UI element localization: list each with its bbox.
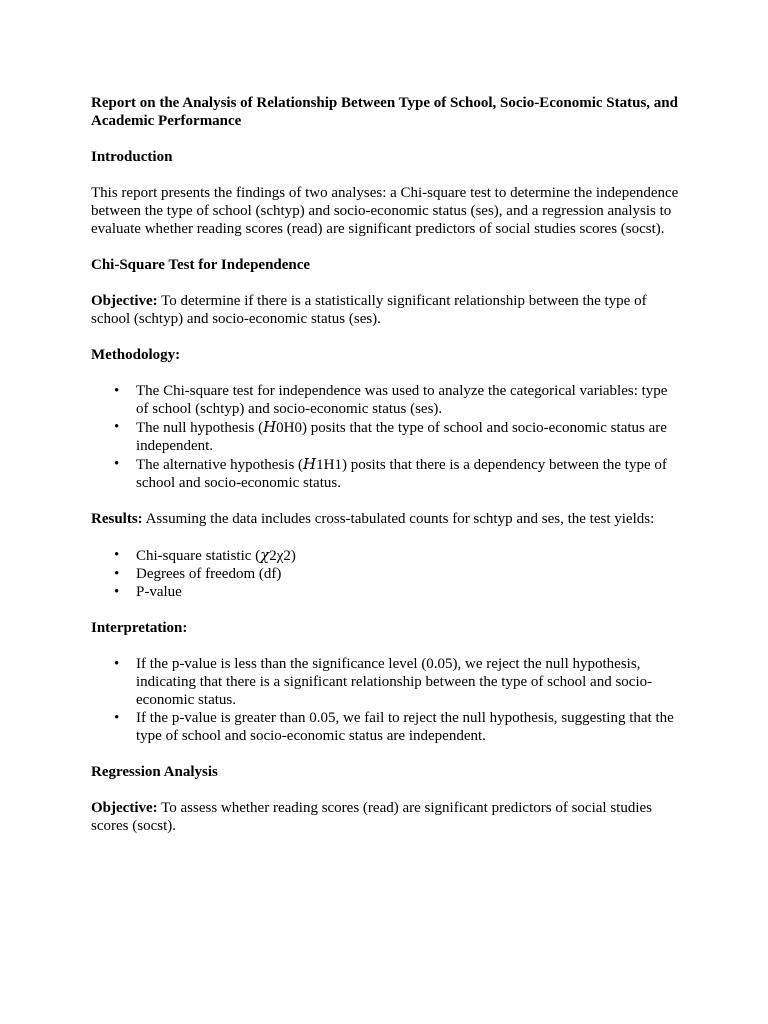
objective-label: Objective: (91, 293, 158, 309)
report-title: Report on the Analysis of Relationship Between Type of School, Socio-Economic Status, and Academic Performance (91, 95, 678, 129)
list-item-text: The alternative hypothesis ( (136, 457, 304, 473)
list-item-text: 0H0) posits that the type of school and socio-economic status are independent. (136, 420, 667, 454)
list-item: • If the p-value is greater than 0.05, we fail to reject the null hypothesis, suggesting that the type of school and socio-economic status are independent. (136, 709, 683, 745)
results-paragraph (91, 510, 683, 528)
methodology-heading: Methodology: (91, 347, 181, 363)
results-list (91, 546, 683, 601)
results-label: Results: (91, 511, 143, 527)
list-item (136, 565, 683, 583)
list-item (136, 583, 683, 601)
introduction-paragraph: This report presents the findings of two analyses: a Chi-square test to determine the independence between the type of school (schtyp) and socio-economic status (ses), and a regression analysis to evaluate whether reading scores (read) are significant predictors of social studies scores (socst). (91, 185, 679, 237)
list-item-text: 1H1) posits that there is a dependency between the type of school and socio-economic status. (136, 457, 667, 491)
list-item (136, 382, 683, 418)
results-text: Assuming the data includes cross-tabulated counts for schtyp and ses, the test yields: (142, 511, 655, 527)
document-page (91, 94, 683, 853)
list-item (136, 418, 683, 455)
math-symbol: H (303, 455, 317, 473)
interpretation-heading: Interpretation: (91, 620, 188, 636)
interpretation-list (91, 655, 683, 745)
math-symbol: χ (260, 546, 270, 564)
list-item-text: Degrees of freedom (df) (136, 566, 282, 582)
methodology-list (91, 382, 683, 492)
list-item-text: Chi-square statistic ( (136, 548, 261, 564)
objective-text: To determine if there is a statistically significant relationship between the type of school (schtyp) and socio-economic status (ses). (91, 293, 647, 327)
list-item (136, 546, 683, 565)
regression-objective (91, 799, 683, 835)
list-item-text: P-value (136, 584, 182, 600)
objective-text: To assess whether reading scores (read) are significant predictors of social studies scores (socst). (91, 800, 652, 834)
list-item: • If the p-value is less than the significance level (0.05), we reject the null hypothesis, indicating that there is a significant relationship between the type of school and socio-economic status. (136, 655, 683, 709)
chi-square-objective (91, 292, 683, 328)
regression-heading: Regression Analysis (91, 764, 218, 780)
list-item-text: 2χ2) (269, 548, 296, 564)
math-symbol: H (263, 418, 277, 436)
list-item-text: The null hypothesis ( (136, 420, 264, 436)
introduction-heading: Introduction (91, 149, 173, 165)
chi-square-heading: Chi-Square Test for Independence (91, 257, 311, 273)
objective-label: Objective: (91, 800, 158, 816)
list-item (136, 455, 683, 492)
list-item-text: The Chi-square test for independence was used to analyze the categorical variables: type of school (schtyp) and socio-economic status (ses). (136, 383, 668, 417)
